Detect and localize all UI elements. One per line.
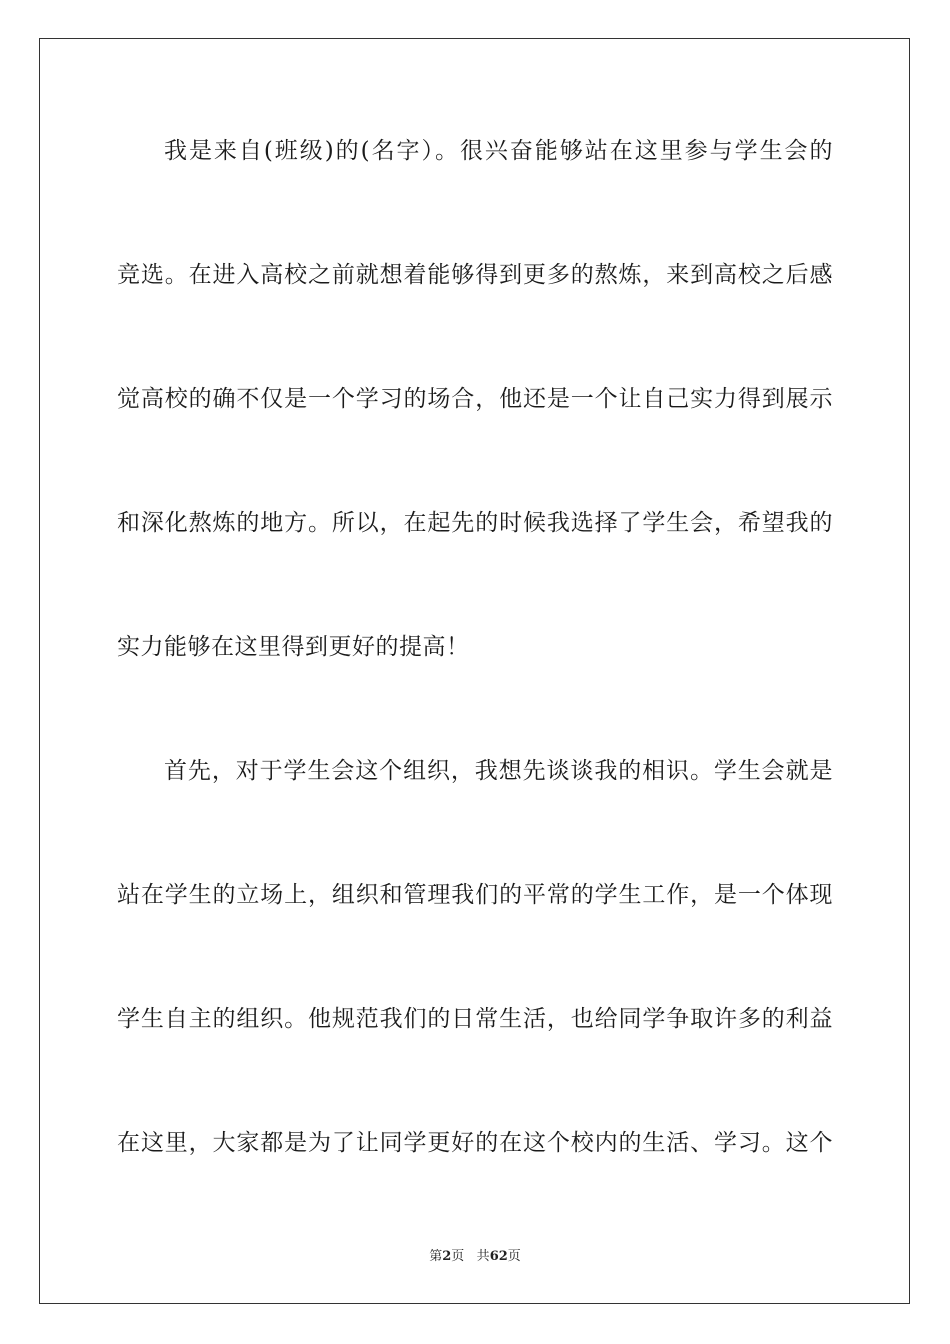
text-line: 我是来自(班级)的(名字）。很兴奋能够站在这里参与学生会的 [164,138,833,164]
text-line: 觉高校的确不仅是一个学习的场合，他还是一个让自己实力得到展示 [117,386,833,412]
total-pages-number: 62 [489,1249,508,1264]
text-line: 竞选。在进入高校之前就想着能够得到更多的熬炼，来到高校之后感 [117,262,833,288]
text-line: 首先，对于学生会这个组织，我想先谈谈我的相识。学生会就是 [164,758,833,784]
footer-page-suffix: 页 [451,1249,465,1264]
footer-total-prefix: 共 [476,1249,490,1264]
text-line: 站在学生的立场上，组织和管理我们的平常的学生工作，是一个体现 [117,882,833,908]
page-footer [0,1248,950,1266]
text-line: 在这里，大家都是为了让同学更好的在这个校内的生活、学习。这个 [117,1130,833,1156]
footer-total-suffix: 页 [507,1249,521,1264]
current-page-number: 2 [442,1249,452,1264]
text-line: 和深化熬炼的地方。所以，在起先的时候我选择了学生会，希望我的 [117,510,833,536]
page-border [39,38,910,1304]
text-line: 学生自主的组织。他规范我们的日常生活，也给同学争取许多的利益 [117,1006,833,1032]
footer-prefix: 第 [429,1249,443,1264]
text-line: 实力能够在这里得到更好的提高！ [117,634,470,660]
